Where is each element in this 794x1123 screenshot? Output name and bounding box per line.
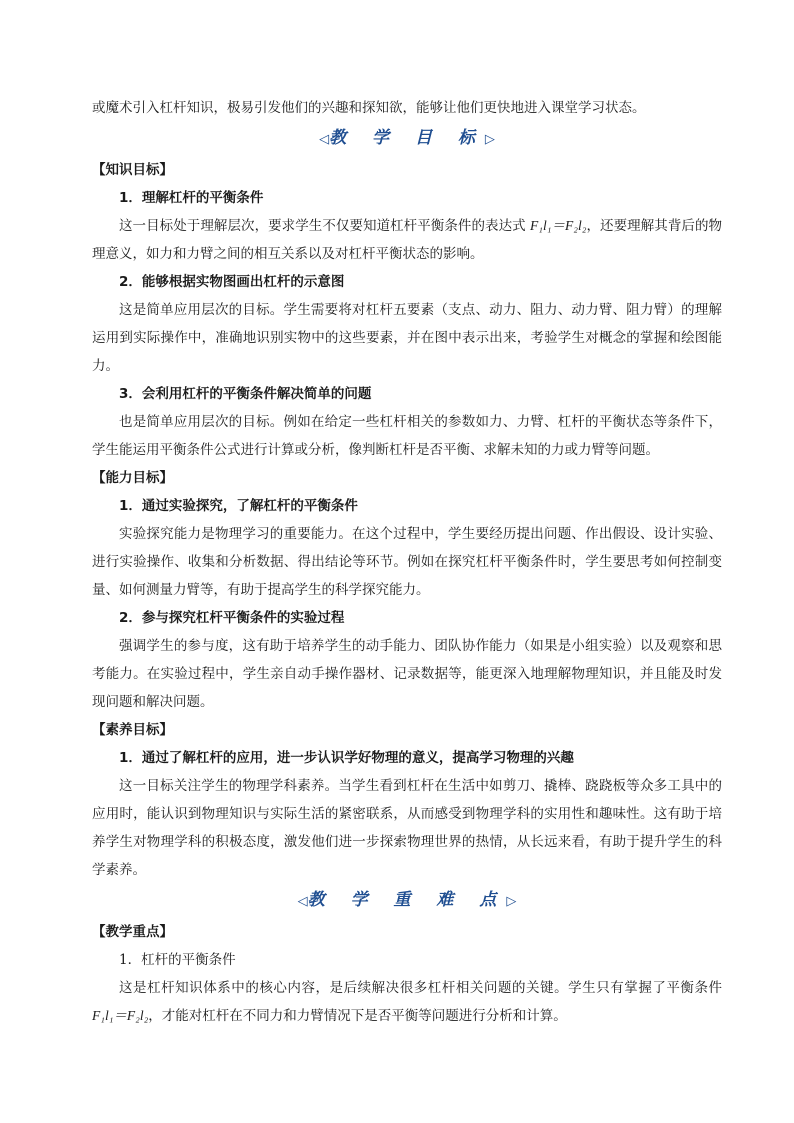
knowledge-item-3-title: 3．会利用杠杆的平衡条件解决简单的问题 — [119, 386, 372, 402]
right-triangle-icon: ▷ — [506, 894, 517, 909]
key-points-item-1-text: 这是杠杆知识体系中的核心内容，是后续解决很多杠杆相关问题的关键。学生只有掌握了平衡条件 F₁l₁＝F₂l₂，才能对杠杆在不同力和力臂情况下是否平衡等问题进行分析和计算。 — [92, 980, 722, 1024]
section-title-key-difficult-points — [92, 886, 722, 916]
heading-ability-goals: 【能力目标】 — [92, 470, 173, 486]
knowledge-item-3-text: 也是简单应用层次的目标。例如在给定一些杠杆相关的参数如力、力臂、杠杆的平衡状态等条件下，学生能运用平衡条件公式进行计算或分析，像判断杠杆是否平衡、求解未知的力或力臂等问题。 — [92, 414, 722, 458]
document-content — [92, 94, 722, 1030]
heading-literacy-goals: 【素养目标】 — [92, 722, 173, 738]
knowledge-item-2-title: 2．能够根据实物图画出杠杆的示意图 — [119, 274, 345, 290]
right-triangle-icon: ▷ — [484, 132, 495, 147]
formula-balance: F₁l₁＝F₂l₂ — [92, 1008, 149, 1023]
knowledge-item-2-text: 这是简单应用层次的目标。学生需要将对杠杆五要素（支点、动力、阻力、动力臂、阻力臂）的理解运用到实际操作中，准确地识别实物中的这些要素，并在图中表示出来，考验学生对概念的掌握和绘图能力。 — [92, 302, 722, 374]
section-title-teaching-goals — [92, 124, 722, 154]
left-triangle-icon: ◁ — [297, 894, 308, 909]
section-title-text: 教 学 重 难 点 — [307, 890, 507, 910]
literacy-item-1-text: 这一目标关注学生的物理学科素养。当学生看到杠杆在生活中如剪刀、撬棒、跷跷板等众多工具中的应用时，能认识到物理知识与实际生活的紧密联系，从而感受到物理学科的实用性和趣味性。这有助于培养学生对物理学科的积极态度，激发他们进一步探索物理世界的热情，从长远来看，有助于提升学生的科学素养。 — [92, 778, 722, 878]
knowledge-item-1-text: 这一目标处于理解层次，要求学生不仅要知道杠杆平衡条件的表达式 F₁l₁＝F₂l₂，还要理解其背后的物理意义，如力和力臂之间的相互关系以及对杠杆平衡状态的影响。 — [92, 218, 723, 262]
knowledge-item-1-title: 1．理解杠杆的平衡条件 — [119, 190, 264, 206]
ability-item-2-title: 2．参与探究杠杆平衡条件的实验过程 — [119, 610, 345, 626]
heading-knowledge-goals: 【知识目标】 — [92, 162, 173, 178]
ability-item-2-text: 强调学生的参与度，这有助于培养学生的动手能力、团队协作能力（如果是小组实验）以及观察和思考能力。在实验过程中，学生亲自动手操作器材、记录数据等，能更深入地理解物理知识，并且能及时发现问题和解决问题。 — [92, 638, 722, 710]
intro-paragraph-tail: 或魔术引入杠杆知识，极易引发他们的兴趣和探知欲，能够让他们更快地进入课堂学习状态。 — [92, 100, 646, 116]
ability-item-1-text: 实验探究能力是物理学习的重要能力。在这个过程中，学生要经历提出问题、作出假设、设计实验、进行实验操作、收集和分析数据、得出结论等环节。例如在探究杠杆平衡条件时，学生要思考如何控制变量、如何测量力臂等，有助于提高学生的科学探究能力。 — [92, 526, 722, 598]
heading-key-points: 【教学重点】 — [92, 924, 173, 940]
key-points-item-1-title: 1．杠杆的平衡条件 — [119, 952, 236, 968]
ability-item-1-title: 1．通过实验探究，了解杠杆的平衡条件 — [119, 498, 358, 514]
literacy-item-1-title: 1．通过了解杠杆的应用，进一步认识学好物理的意义，提高学习物理的兴趣 — [119, 750, 574, 766]
section-title-text: 教 学 目 标 — [329, 128, 485, 148]
formula-balance: F₁l₁＝F₂l₂ — [530, 218, 587, 233]
left-triangle-icon: ◁ — [319, 132, 330, 147]
